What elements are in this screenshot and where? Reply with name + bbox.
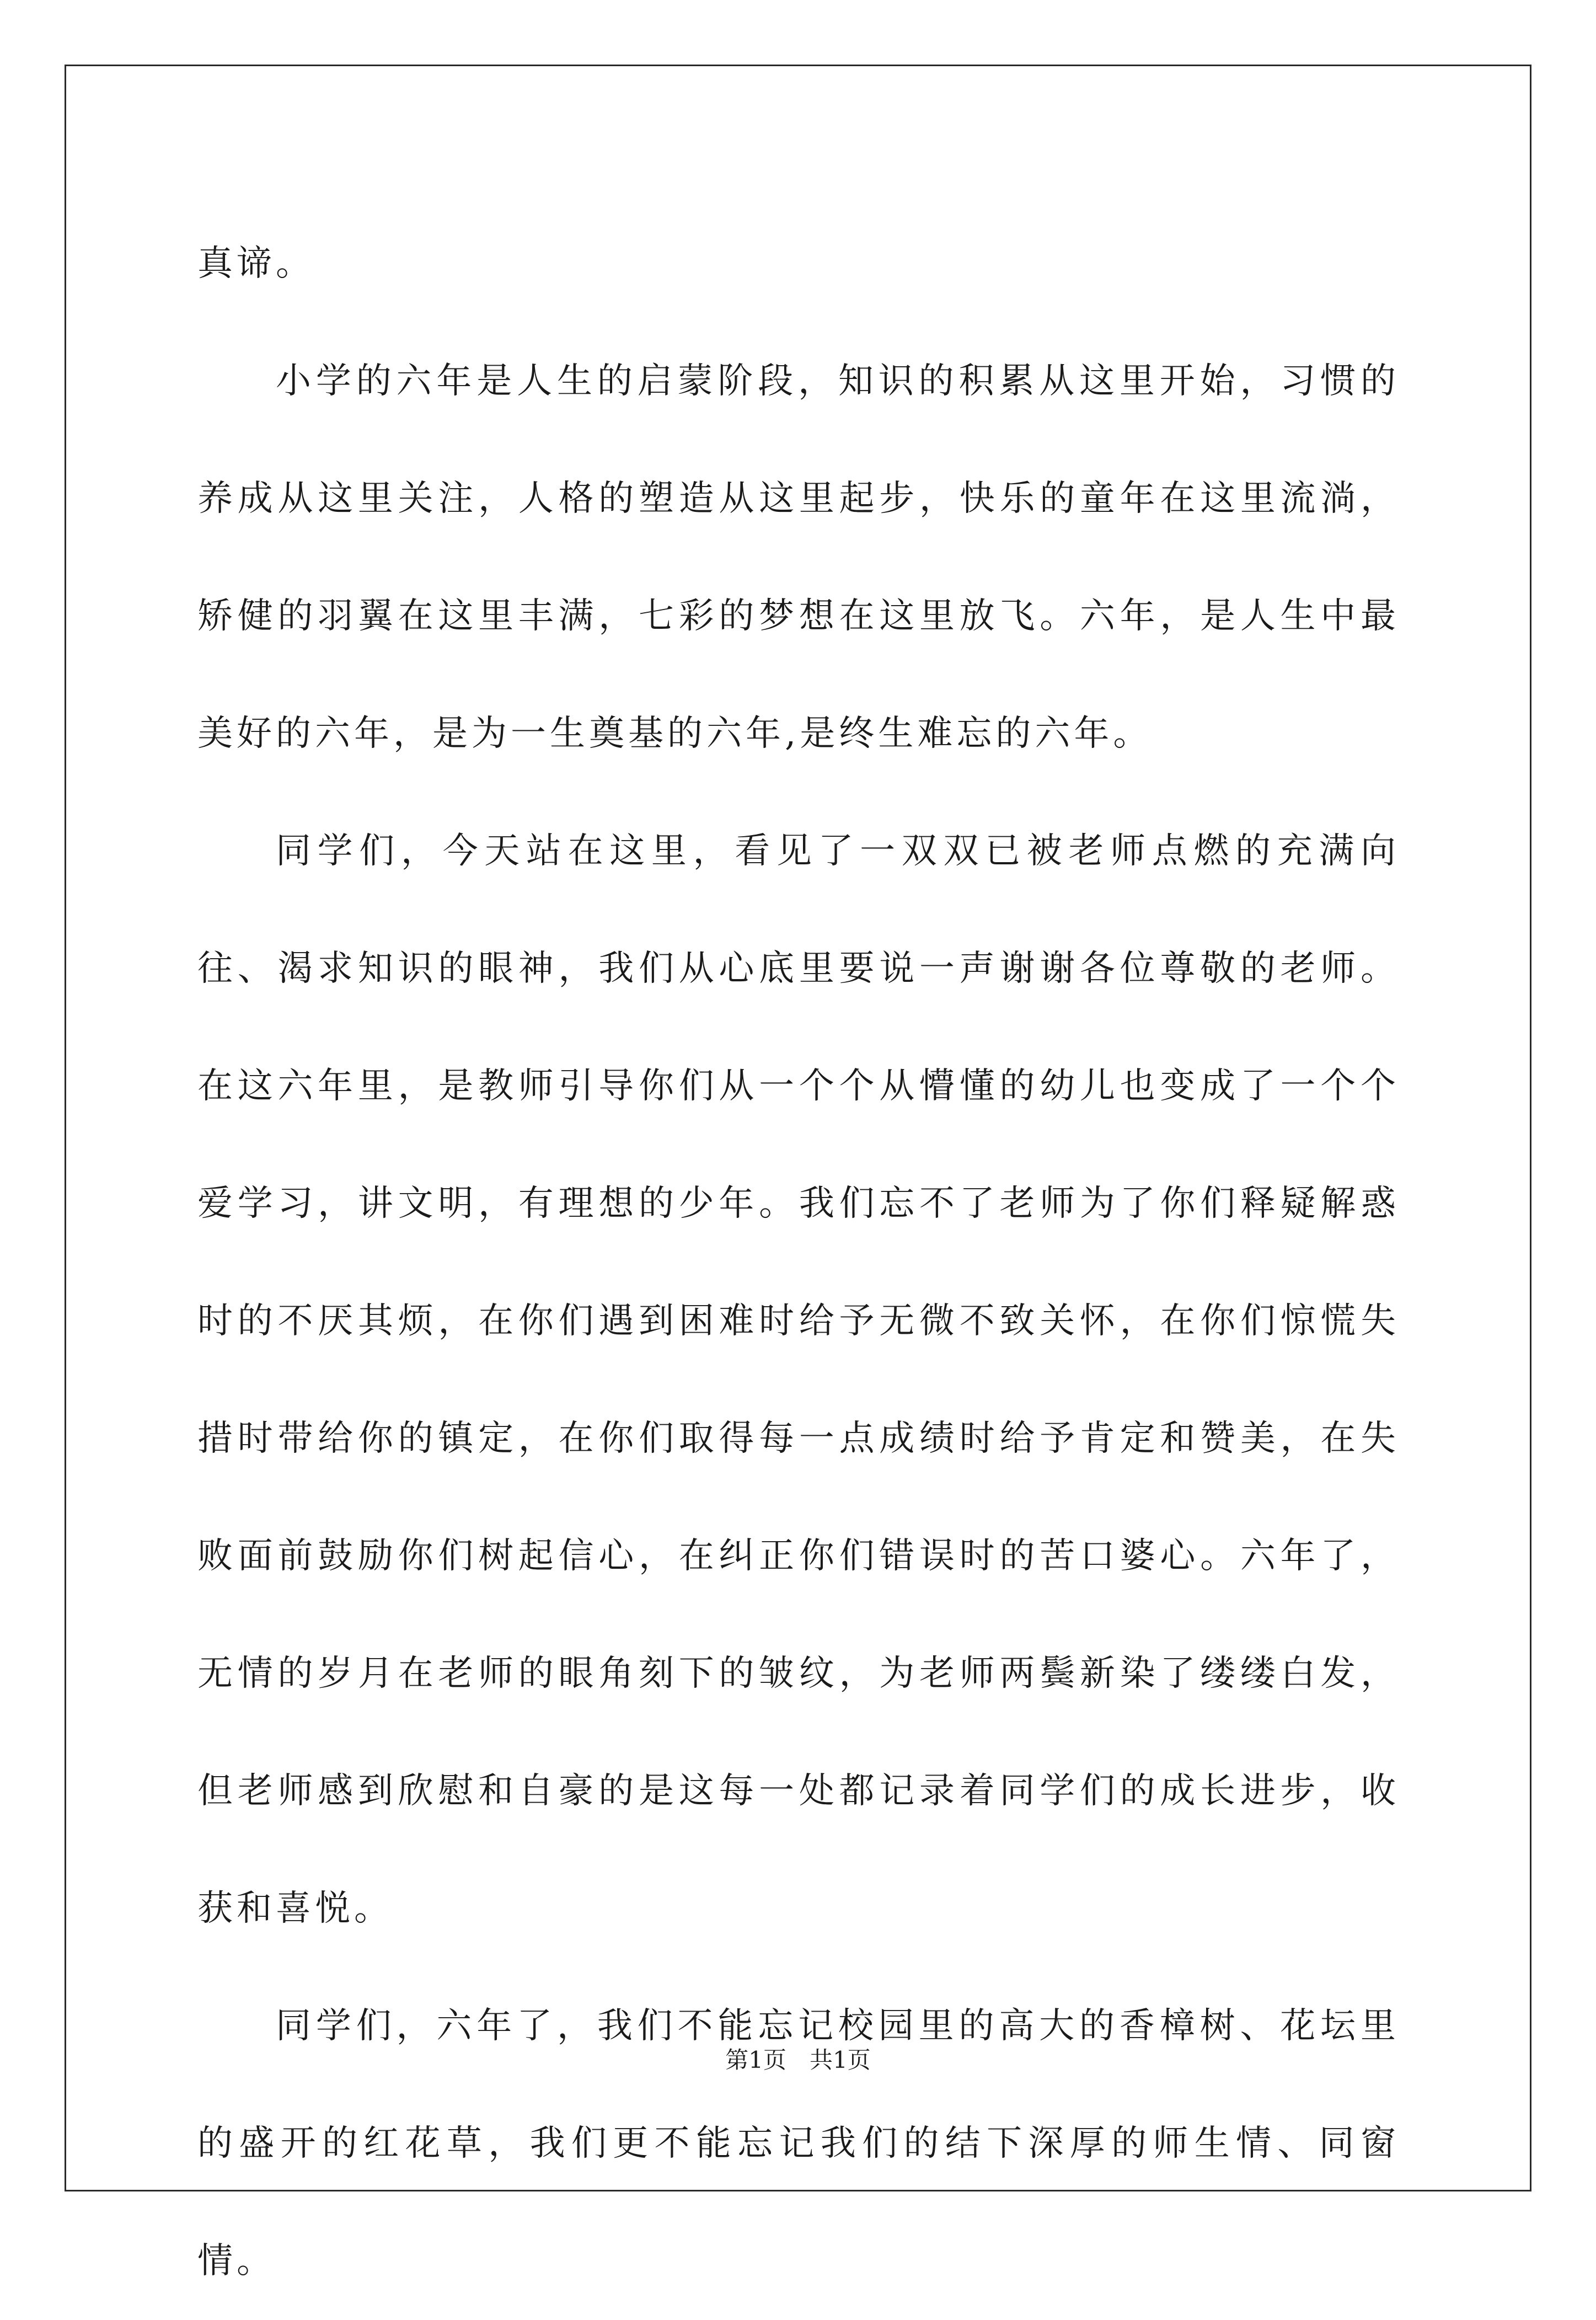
document-body [197, 205, 1400, 2320]
page-footer [0, 2044, 1596, 2077]
paragraph-1: 真谛。 [197, 243, 315, 284]
paragraph-2: 小学的六年是人生的启蒙阶段，知识的积累从这里开始，习惯的养成从这里关注，人格的塑造从这里起步，快乐的童年在这里流淌，矫健的羽翼在这里丰满，七彩的梦想在这里放飞。六年，是人生中最美好的六年，是为一生奠基的六年,是终生难忘的六年。 [197, 361, 1400, 754]
page-number-label: 第1页 共1页 [725, 2046, 871, 2073]
paragraph-4: 同学们，六年了，我们不能忘记校园里的高大的香樟树、花坛里的盛开的红花草，我们更不能忘记我们的结下深厚的师生情、同窗情。 [197, 2006, 1400, 2281]
paragraph-3: 同学们，今天站在这里，看见了一双双已被老师点燃的充满向往、渴求知识的眼神，我们从心底里要说一声谢谢各位尊敬的老师。在这六年里，是教师引导你们从一个个从懵懂的幼儿也变成了一个个爱学习，讲文明，有理想的少年。我们忘不了老师为了你们释疑解惑时的不厌其烦，在你们遇到困难时给予无微不致关怀，在你们惊慌失措时带给你的镇定，在你们取得每一点成绩时给予肯定和赞美，在失败面前鼓励你们树起信心，在纠正你们错误时的苦口婆心。六年了，无情的岁月在老师的眼角刻下的皱纹，为老师两鬓新染了缕缕白发，但老师感到欣慰和自豪的是这每一处都记录着同学们的成长进步，收获和喜悦。 [197, 831, 1400, 1929]
